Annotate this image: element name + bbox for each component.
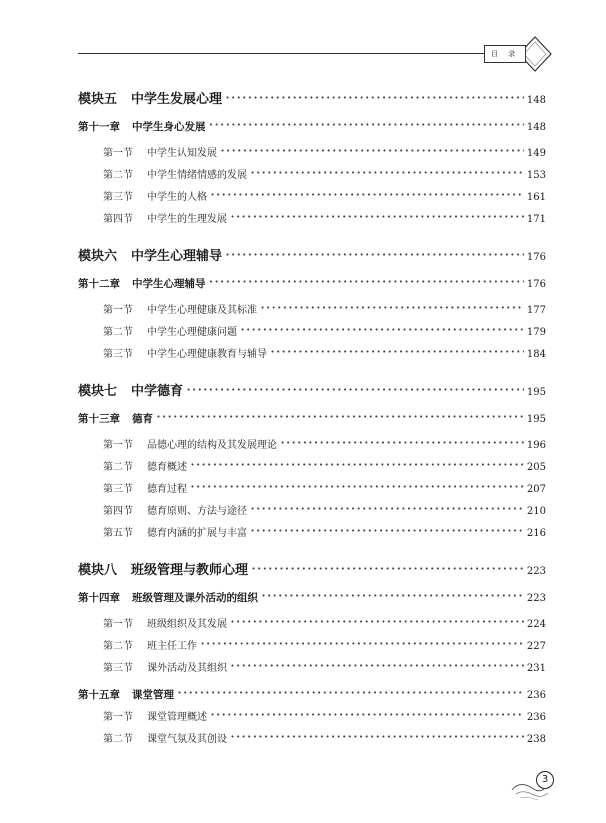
dot-leader — [186, 380, 524, 399]
dot-leader — [251, 559, 524, 578]
toc-entry-label — [103, 730, 227, 745]
toc-entry-page: 236 — [526, 712, 546, 723]
dot-leader — [250, 163, 524, 182]
toc-entry-page: 231 — [526, 663, 546, 674]
toc-entry-section[interactable] — [103, 612, 546, 631]
toc-entry-section[interactable] — [103, 656, 546, 675]
toc-entry-page: 224 — [526, 619, 546, 630]
header-rule — [78, 53, 486, 54]
toc-entry-module[interactable] — [78, 559, 546, 578]
toc-entry-number: 第一节 — [103, 712, 133, 723]
page-number: 3 — [536, 771, 554, 789]
toc-entry-page: 184 — [526, 349, 546, 360]
toc-entry-title: 班主任工作 — [147, 641, 197, 652]
toc-entry-number: 第二节 — [103, 170, 133, 181]
toc-entry-label — [103, 144, 217, 159]
dot-leader — [230, 207, 524, 226]
toc-entry-section[interactable] — [103, 320, 546, 339]
toc-entry-title: 课堂管理概述 — [147, 712, 207, 723]
dot-leader — [210, 185, 524, 204]
toc-entry-label — [78, 687, 174, 702]
toc-entry-page: 207 — [526, 484, 546, 495]
toc-entry-title: 德育过程 — [147, 484, 187, 495]
toc-entry-section[interactable] — [103, 455, 546, 474]
toc-entry-section[interactable] — [103, 207, 546, 226]
dot-leader — [280, 433, 524, 452]
toc-entry-label — [103, 458, 187, 473]
toc-entry-label — [103, 637, 197, 652]
toc-entry-label — [103, 345, 267, 360]
toc-entry-page: 179 — [526, 327, 546, 338]
dot-leader — [230, 727, 524, 746]
toc-entry-title: 德育原则、方法与途径 — [147, 506, 247, 517]
toc-entry-section[interactable] — [103, 185, 546, 204]
toc-entry-title: 中学生心理健康问题 — [147, 327, 237, 338]
toc-entry-number: 模块五 — [78, 92, 118, 107]
toc-entry-title: 中学德育 — [131, 384, 184, 399]
toc-entry-section[interactable] — [103, 342, 546, 361]
toc-entry-number: 第四节 — [103, 506, 133, 517]
toc-entry-page: 149 — [526, 148, 546, 159]
toc-entry-number: 第二节 — [103, 327, 133, 338]
toc-entry-title: 品德心理的结构及其发展理论 — [147, 440, 277, 451]
toc-entry-number: 第一节 — [103, 619, 133, 630]
toc-entry-page: 176 — [526, 279, 546, 290]
toc-entry-chapter[interactable] — [78, 407, 546, 426]
toc-entry-title: 班级组织及其发展 — [147, 619, 227, 630]
toc-entry-label — [103, 524, 247, 539]
toc-entry-title: 德育内涵的扩展与丰富 — [147, 528, 247, 539]
toc-entry-label — [78, 559, 248, 578]
dot-leader — [240, 320, 524, 339]
header-label: 目 录 — [484, 45, 526, 63]
toc-entry-page: 227 — [526, 641, 546, 652]
toc-entry-section[interactable] — [103, 477, 546, 496]
toc-entry-page: 148 — [526, 95, 546, 106]
toc-entry-page: 238 — [526, 734, 546, 745]
toc-entry-label — [78, 88, 222, 107]
dot-leader — [250, 499, 524, 518]
toc-entry-chapter[interactable] — [78, 272, 546, 291]
toc-entry-page: 205 — [526, 462, 546, 473]
toc-entry-number: 第一节 — [103, 305, 133, 316]
toc-entry-label — [103, 301, 257, 316]
toc-entry-label — [78, 590, 258, 605]
toc-entry-page: 176 — [526, 252, 546, 263]
toc-entry-chapter[interactable] — [78, 683, 546, 702]
toc-entry-number: 第十一章 — [78, 121, 120, 133]
toc-entry-number: 第四节 — [103, 214, 133, 225]
toc-entry-number: 第十二章 — [78, 278, 120, 290]
toc-entry-page: 216 — [526, 528, 546, 539]
dot-leader — [220, 141, 524, 160]
toc-entry-title: 中学生发展心理 — [131, 92, 223, 107]
toc-entry-title: 德育 — [132, 413, 153, 425]
toc-entry-section[interactable] — [103, 705, 546, 724]
toc-entry-page: 223 — [526, 566, 546, 577]
toc-entry-title: 德育概述 — [147, 462, 187, 473]
toc-entry-section[interactable] — [103, 634, 546, 653]
toc-entry-number: 第二节 — [103, 734, 133, 745]
toc-entry-page: 196 — [526, 440, 546, 451]
dot-leader — [209, 115, 524, 134]
dot-leader — [210, 705, 524, 724]
dot-leader — [270, 342, 524, 361]
toc-entry-label — [78, 245, 222, 264]
toc-entry-label — [103, 615, 227, 630]
toc-entry-number: 第五节 — [103, 528, 133, 539]
toc-entry-page: 223 — [526, 593, 546, 604]
dot-leader — [230, 612, 524, 631]
toc-entry-label — [103, 188, 207, 203]
toc-entry-number: 第十五章 — [78, 689, 120, 701]
toc-entry-section[interactable] — [103, 521, 546, 540]
toc-entry-label — [78, 276, 206, 291]
dot-leader — [209, 272, 524, 291]
toc-entry-number: 第二节 — [103, 641, 133, 652]
toc-entry-section[interactable] — [103, 298, 546, 317]
toc-entry-page: 161 — [526, 192, 546, 203]
dot-leader — [260, 298, 524, 317]
toc-entry-page: 210 — [526, 506, 546, 517]
toc-entry-number: 第三节 — [103, 192, 133, 203]
toc-entry-number: 第二节 — [103, 462, 133, 473]
toc-entry-module[interactable] — [78, 380, 546, 399]
toc-entry-page: 153 — [526, 170, 546, 181]
toc-entry-title: 中学生心理健康教育与辅导 — [147, 349, 267, 360]
toc-entry-section[interactable] — [103, 499, 546, 518]
toc-entry-label — [103, 436, 277, 451]
toc-entry-title: 中学生认知发展 — [147, 148, 217, 159]
toc-entry-title: 中学生的生理发展 — [147, 214, 227, 225]
toc-entry-title: 中学生身心发展 — [132, 121, 206, 133]
toc-entry-number: 模块六 — [78, 249, 118, 264]
dot-leader — [177, 683, 524, 702]
toc-entry-page: 195 — [526, 414, 546, 425]
toc-entry-module[interactable] — [78, 245, 546, 264]
toc-entry-page: 148 — [526, 122, 546, 133]
toc-entry-label — [78, 411, 153, 426]
dot-leader — [250, 521, 524, 540]
dot-leader — [190, 455, 524, 474]
toc-entry-section[interactable] — [103, 163, 546, 182]
toc-entry-page: 177 — [526, 305, 546, 316]
toc-entry-label — [103, 323, 237, 338]
toc-entry-number: 第十四章 — [78, 592, 120, 604]
toc-entry-number: 第三节 — [103, 349, 133, 360]
toc-entry-label — [78, 119, 206, 134]
toc-entry-title: 中学生的人格 — [147, 192, 207, 203]
dot-leader — [225, 245, 524, 264]
toc-entry-title: 课外活动及其组织 — [147, 663, 227, 674]
toc-entry-number: 模块八 — [78, 563, 118, 578]
toc-entry-section[interactable] — [103, 727, 546, 746]
toc-entry-title: 中学生情绪情感的发展 — [147, 170, 247, 181]
toc-entry-label — [103, 659, 227, 674]
toc-entry-title: 中学生心理健康及其标准 — [147, 305, 257, 316]
toc-entry-module[interactable] — [78, 88, 546, 107]
toc-entry-title: 班级管理与教师心理 — [131, 563, 249, 578]
dot-leader — [261, 586, 524, 605]
toc-entry-label — [103, 210, 227, 225]
toc-entry-label — [78, 380, 183, 399]
toc-entry-label — [103, 708, 207, 723]
toc-entry-title: 课堂气氛及其创设 — [147, 734, 227, 745]
toc-entry-title: 班级管理及课外活动的组织 — [132, 592, 258, 604]
toc-entry-chapter[interactable] — [78, 586, 546, 605]
toc-entry-page: 236 — [526, 690, 546, 701]
dot-leader — [190, 477, 524, 496]
toc-entry-number: 第一节 — [103, 440, 133, 451]
toc-entry-chapter[interactable] — [78, 115, 546, 134]
toc-entry-label — [103, 502, 247, 517]
toc-entry-section[interactable] — [103, 141, 546, 160]
dot-leader — [156, 407, 524, 426]
dot-leader — [230, 656, 524, 675]
toc-entry-title: 中学生心理辅导 — [132, 278, 206, 290]
toc-entry-title: 课堂管理 — [132, 689, 174, 701]
toc-entry-label — [103, 166, 247, 181]
dot-leader — [200, 634, 524, 653]
toc-entry-title: 中学生心理辅导 — [131, 249, 223, 264]
toc-entry-number: 第一节 — [103, 148, 133, 159]
toc-entry-number: 第三节 — [103, 484, 133, 495]
toc-entry-number: 第三节 — [103, 663, 133, 674]
toc-entry-section[interactable] — [103, 433, 546, 452]
toc-entry-label — [103, 480, 187, 495]
toc-entry-number: 第十三章 — [78, 413, 120, 425]
toc-entry-page: 195 — [526, 387, 546, 398]
toc-entry-page: 171 — [526, 214, 546, 225]
toc-entry-number: 模块七 — [78, 384, 118, 399]
dot-leader — [225, 88, 524, 107]
